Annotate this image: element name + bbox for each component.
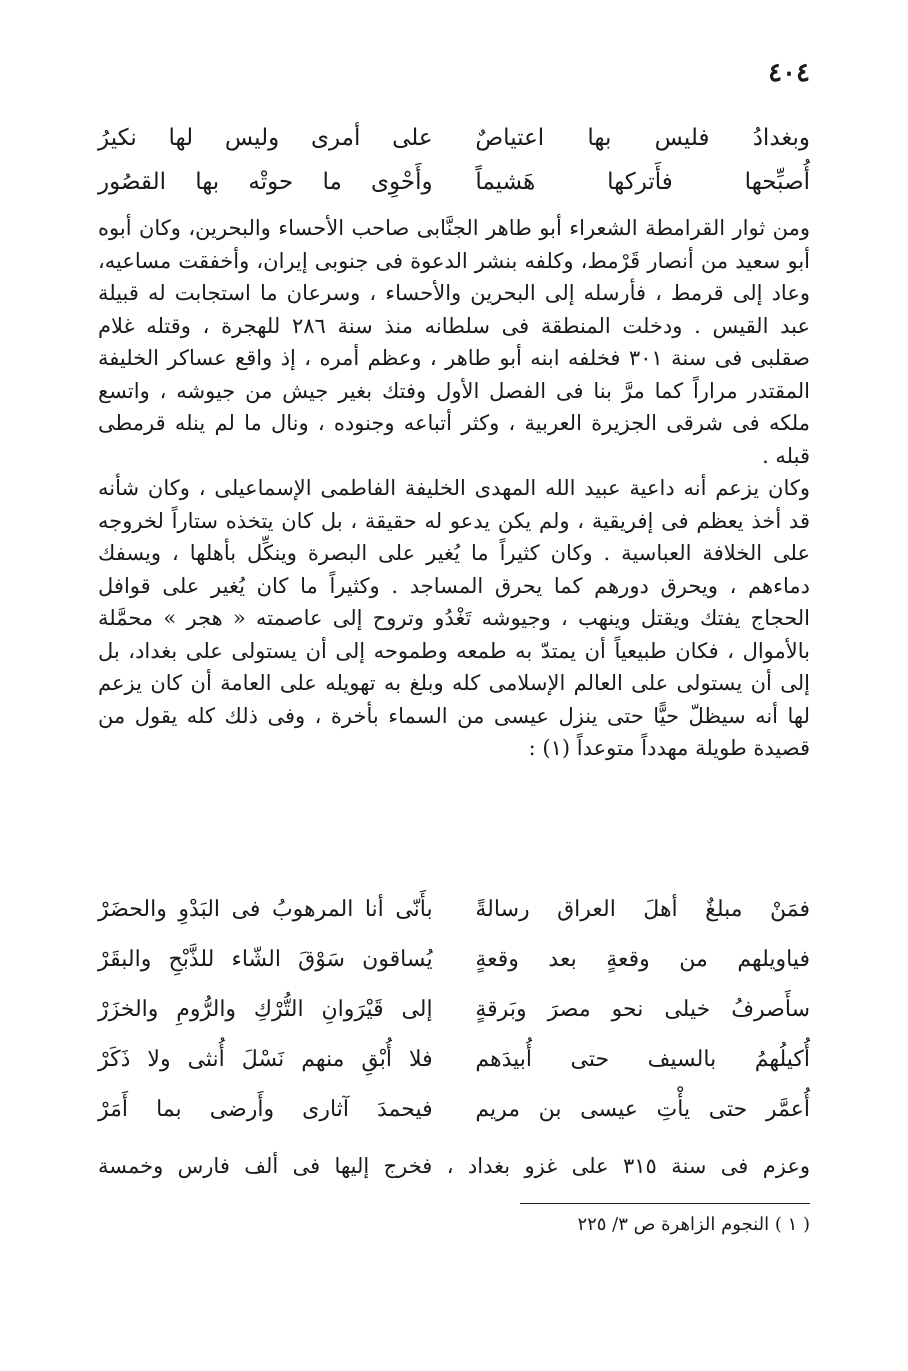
verse-hemistich-right: فياويلهم من وقعةٍ بعد وقعةٍ <box>475 946 810 972</box>
opening-verse-1 <box>98 118 810 158</box>
page-number: ٤٠٤ <box>768 58 810 88</box>
verse-hemistich-right: أُكيلُهمُ بالسيف حتى أُبيدَهم <box>475 1046 810 1072</box>
verse-hemistich-left: على أمرى وليس لها نكيرُ <box>98 125 433 151</box>
opening-verse-2 <box>98 162 810 202</box>
verse-hemistich-left: فيحمدَ آثارى وأَرضى بما أَمَرْ <box>98 1096 433 1122</box>
prose-body <box>98 212 810 765</box>
poem-verse-3 <box>98 984 810 1034</box>
verse-hemistich-right: أُعمَّر حتى يأْتِ عيسى بن مريم <box>475 1096 810 1122</box>
verse-hemistich-left: فلا أُبْقِ منهم نَسْلَ أُنثى ولا ذَكَرْ <box>98 1046 433 1072</box>
prose-paragraph-1: ومن ثوار القرامطة الشعراء أبو طاهر الجنَّابى صاحب الأحساء والبحرين، وكان أبوه أبو سعيد من أنصار قَرْمط، وكلفه بنشر الدعوة فى جنوبى إيران، وأخفقت مساعيه، وعاد إلى قرمط ، فأرسله إلى البحرين والأحساء ، وسرعان ما استجابت له قبيلة عبد القيس . ودخلت المنطقة فى سلطانه منذ سنة ٢٨٦ للهجرة ، وقتله غلام صقلبى فى سنة ٣٠١ فخلفه ابنه أبو طاهر ، وعظم أمره ، إذ واقع عساكر الخليفة المقتدر مراراً كما مرَّ بنا فى الفصل الأول وفتك بغير جيش من جيوشه ، واتسع ملكه فى شرقى الجزيرة العربية ، وكثر أتباعه وجنوده ، ونال ما لم ينله قرمطى قبله . <box>98 216 810 468</box>
verse-hemistich-left: وأَحْوِى ما حوتْه بها القصُور <box>98 169 433 195</box>
prose-paragraph-2: وكان يزعم أنه داعية عبيد الله المهدى الخليفة الفاطمى الإسماعيلى ، وكان شأنه قد أخذ يعظم فى إفريقية ، ولم يكن يدعو له حقيقة ، بل كان يتخذه ستاراً لخروجه على الخلافة العباسية . وكان كثيراً ما يُغير على البصرة وينكِّل بأهلها ، ويسفك دماءهم ، ويحرق دورهم كما يحرق المساجد . وكثيراً ما كان يُغير على قوافل الحجاج يفتك ويقتل وينهب ، وجيوشه تَغْدُو وتروح إلى عاصمته « هجر » محمَّلة بالأموال ، فكان طبيعياً أن يمتدّ به طمعه وطموحه إلى أن يستولى على بغداد، بل إلى أن يستولى على العالم الإسلامى كله وبلغ به تهويله على العامة أن كان يزعم لها أنه سيظلّ حيًّا حتى ينزل عيسى من السماء بأخرة ، وفى ذلك كله يقول من قصيدة طويلة مهدداً متوعداً (١) : <box>98 476 810 760</box>
footnote-divider <box>520 1203 810 1204</box>
verse-hemistich-right: فمَنْ مبلغٌ أهلَ العراق رسالةً <box>475 896 810 922</box>
poem-verse-5 <box>98 1084 810 1134</box>
poem-verse-4 <box>98 1034 810 1084</box>
verse-hemistich-right: أُصبِّحها فأَتركها هَشيماً <box>475 169 810 195</box>
footnote: ( ١ ) النجوم الزاهرة ص ٣/ ٢٢٥ <box>577 1214 810 1235</box>
verse-hemistich-left: يُساقون سَوْقَ الشّاء للذَّبْحِ والبقَرْ <box>98 946 433 972</box>
verse-hemistich-right: سأَصرفُ خيلى نحو مصرَ وبَرقةٍ <box>475 996 810 1022</box>
verse-hemistich-left: إلى قَيْرَوانِ التُّرْكِ والرُّومِ والخزَرْ <box>98 996 433 1022</box>
verse-hemistich-right: وبغدادُ فليس بها اعتياصٌ <box>475 125 810 151</box>
poem-verse-1 <box>98 884 810 934</box>
closing-line: وعزم فى سنة ٣١٥ على غزو بغداد ، فخرج إليها فى ألف فارس وخمسة <box>98 1154 810 1178</box>
poem <box>98 884 810 1134</box>
poem-verse-2 <box>98 934 810 984</box>
verse-hemistich-left: بأَنّى أنا المرهوبُ فى البَدْوِ والحضَرْ <box>98 896 433 922</box>
